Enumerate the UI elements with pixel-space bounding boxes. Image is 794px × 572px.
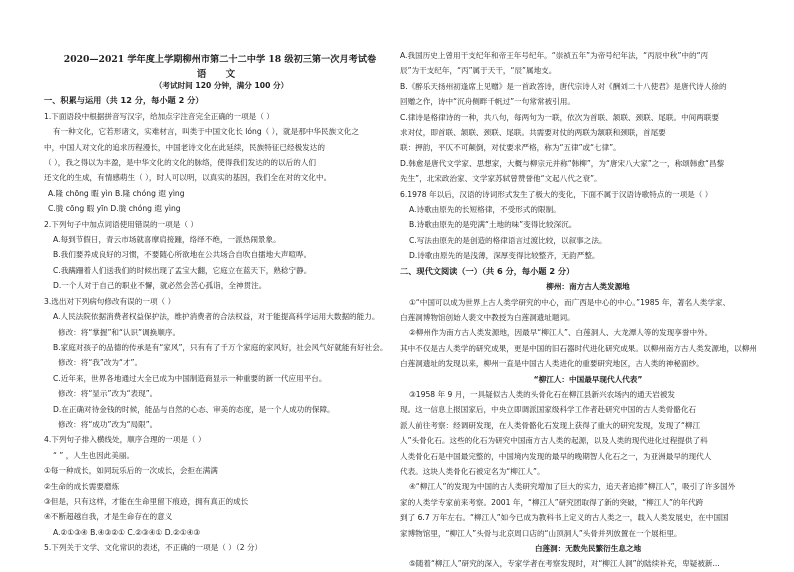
text-line: 修改：将“我”改为“才”。 <box>58 358 143 368</box>
text-line: ⑤随着“柳江人”研究的深入，专家学者在考察发现时，对“柳江人洞”的陆续补充，卑疑被新... <box>409 559 720 569</box>
text-line: 有一种文化，它若形诸文，实难材言，叫类于中国文化长 lóng（ ），就是那中华民族文化之 <box>53 127 359 137</box>
text-line: D.诗歌由原先的是浅薄，深厚变得比较整齐，无韵严整。 <box>409 251 600 261</box>
text-line: 代表。这块人类骨化石被定名为“柳江人”。 <box>400 466 545 476</box>
text-line: ①每一种成长，如同玩乐后的一次成长，会拒在满满 <box>44 466 218 476</box>
text-line: B.家庭对孩子的品德的传承是有“家风”，只有有了千万个家庭的家风好，社会风气好就能有好社会。 <box>53 342 388 352</box>
text-line: 3.选出对下列病句修改有误的一项（ ） <box>44 296 176 306</box>
text-line: B.《醉乐天扬州初逢席上见赠》是一首政答诗，唐代宗诗人对《酬刘二十八使君》是唐代诗人徐的 <box>400 81 727 91</box>
text-line: 二、现代文阅读（一）（共 6 分，每小题 2 分） <box>400 265 575 276</box>
text-line: C.我蹒跚着人们送我们的时候出现了孟宝大翻，它庭立在蓝天下，熟稔宁静。 <box>53 265 312 275</box>
right-column <box>400 48 776 572</box>
text-line: ②柳州作为南方古人类发源地，因最早“柳江人”、白莲洞人、大龙潭人等的发现享誉中外。 <box>409 328 713 338</box>
text-line: 4.下列句子排入横线处，顺序合理的一项是（ ） <box>44 435 206 445</box>
subject-heading: 语 文 <box>196 69 244 80</box>
text-line: C.近年来，世界各地通过大全已成为中国制造商显示一种重要的新一代应用平台。 <box>53 373 327 383</box>
text-line: ④“柳江人”的发现为中国的古人类研究增加了巨大的实力，追天者追捧“柳江人”，吸引了许多国外 <box>409 482 736 492</box>
left-column <box>44 78 399 556</box>
text-line: 白莲洞：无数先民繁衍生息之地 <box>534 544 642 553</box>
text-line: 现。这一信息上报国家后，中央立即调派国家级科学工作者赴研究中国的古人类骨骼化石 <box>400 405 697 415</box>
text-line: ③1958 年 9 月，一具疑似古人类的头骨化石在柳江县新兴农场内的通天岩被发 <box>409 389 676 399</box>
text-line: 柳州：南方古人类发源地 <box>546 282 630 292</box>
text-line: A.人民法院依据消费者权益保护法，维护消费者的合法权益，对于能提高科学运用大数据的能力。 <box>53 312 380 322</box>
text-line: A.隆 chōng 暇 yìn B.隆 chóng 遐 yìng <box>48 188 185 198</box>
text-line: 修改：将“掌握”和“认识”调换顺序。 <box>58 327 181 337</box>
text-line: 6.1978 年以后，汉语的诗词形式发生了极大的变化，下面不属于汉语诗歌特点的一项是（ ） <box>400 189 713 199</box>
text-line: 一、积累与运用（共 12 分，每小题 2 分） <box>44 95 204 106</box>
text-line: 1.下面语段中根据拼音写汉字，给加点字注音完全正确的一项是（ ） <box>44 111 274 121</box>
text-line: ④不断超越自我，才是生命存在的意义 <box>44 512 173 522</box>
text-line: 5.下列关于文学、文化常识的表述，不正确的一项是（ ）（2 分） <box>44 543 263 553</box>
text-line: D.一个人对于自己的职业不懈，就必然会苦心孤诣，全神贯注。 <box>53 281 267 291</box>
text-line: A.诗歌由原先的长短格律，不受形式的限制。 <box>409 205 561 215</box>
text-line: D.韩愈是唐代文学家、思想家，大概与柳宗元并称“韩柳”，为“唐宋八大家”之一，称颂韩愈“昌黎 <box>400 158 725 168</box>
text-line: 辰”为干支纪年，“丙”属于天干，“辰”属地支。 <box>400 66 557 76</box>
text-line: 修改：将“成功”改为“局限”。 <box>58 419 158 429</box>
text-line: 还文化的生成，有情感萌生（ ），时人可以明，以真实的基因，我们全在对的文化中。 <box>44 173 332 183</box>
text-line: 求对仗，即首联、颔联、颈联、尾联。共需要对仗的两联为颔联和颈联，首尾要 <box>400 128 666 138</box>
text-line: C.律诗是格律诗的一种，共八句，每两句为一联，依次为首联、颔联、颈联、尾联。中间两联要 <box>400 112 720 122</box>
text-line: 其中不仅是古人类学的研究成果，更是中国的旧石器时代进化研究成果。以柳州南方古人类发源地，以柳州 <box>400 343 757 353</box>
text-line: ③但是，只有这样，才能在生命里留下痕迹，拥有真正的成长 <box>44 496 249 506</box>
text-line: 先生”，北宋政治家、文学家苏轼曾赞誉他“文起八代之衰”。 <box>400 174 602 184</box>
text-line: 联：押韵，平仄不可颠倒，对仗要求严格，称为“五律”或“七律”。 <box>400 143 621 153</box>
text-line: 修改：将“显示”改为“表现”。 <box>58 389 158 399</box>
text-line: 2.下列句子中加点词语使用错误的一项是（ ） <box>44 219 198 229</box>
text-line: 回赠之作，诗中“沉舟侧畔千帆过”一句常常被引用。 <box>400 97 575 107</box>
text-line: 派人前往考察：经调研发现，在人类骨骼化石发现上获得了重大的研究发现，发现了“柳江 <box>400 420 701 430</box>
text-line: “ ” ，人生也因此美丽。 <box>53 450 135 460</box>
text-line: 家的人类学专家前来考察。2001 年，“柳江人”研究团取得了新的突破，“柳江人”的年代跨 <box>400 497 704 507</box>
text-line: 人”头骨化石。这些的化石为研究中国南方古人类的起源，以及人类的现代进化过程提供了科 <box>400 436 708 446</box>
text-line: B.诗歌由原先的是兜满“土地的味”变得比较深沉。 <box>409 220 577 230</box>
text-line: B.我们要养成良好的习惯，不要随心所欲地在公共场合自吹自擂地大声喧哗。 <box>53 250 312 260</box>
text-line: 白莲洞博物馆创始人裴文中教授为白莲洞遗址题词。 <box>400 312 575 322</box>
exam-info: （考试时间 120 分钟，满分 100 分） <box>154 81 289 90</box>
text-line: （ ），我之得以为丰盈，是中华文化的文化的脉络，使得我们发达的的以后的人们 <box>44 158 316 168</box>
text-line: 白莲洞遗址的发现以来，柳州一直是中国古人类进化的重要研究地区，古人类的神秘面纱。 <box>400 359 704 369</box>
text-line: “柳江人：中国最早现代人代表” <box>533 374 643 384</box>
text-line: A.每到节假日，青云市场就喜摩肩接踵，络绎不绝，一派热闹景象。 <box>53 235 281 245</box>
text-line: C.写法由原先的是创造的格律语言过渡比较，以叙事之法。 <box>409 235 607 245</box>
text-line: A.我国历史上曾用干支纪年和帝王年号纪年。“崇祯五年”为帝号纪年法，“丙辰中秋”中的“丙 <box>400 51 709 60</box>
text-line: 中，中国人对文化的追求历程漫长，中国老诗文化在此延续，民族特征已经极发达的 <box>44 142 325 152</box>
text-line: ②生命的成长需要磨炼 <box>44 481 120 491</box>
text-line: A.②①③④ B.④③②① C.②③④① D.②①④③ <box>53 527 201 537</box>
text-line: 家博物馆里，“柳江人”头骨与北京周口店的“山顶洞人”头骨并列放置在一个展柜里。 <box>400 528 682 538</box>
text-line: C.胧 cōng 暇 yīn D.胧 chóng 遐 yìng <box>48 204 181 214</box>
text-line: 人类骨化石是中国最完整的，中国境内发现的最早的晚期智人化石之一，为亚洲最早的现代人 <box>400 451 712 461</box>
text-line: ①“中国可以成为世界上古人类学研究的中心，而广西是中心的中心。”1985 年，著名人类学家、 <box>409 297 731 307</box>
text-line: D.在正确对待金钱的时候，能品与自然的心态、审美的态度，是一个人成功的保障。 <box>53 404 335 414</box>
text-line: 到了 6.7 万年左右。“柳江人”如今已成为教科书上定义的古人类之一，载入人类发展史，在中国国 <box>400 513 729 523</box>
page-title: 2020—2021 学年度上学期柳州市第二十二中学 18 级初三第一次月考试卷 <box>63 54 377 65</box>
